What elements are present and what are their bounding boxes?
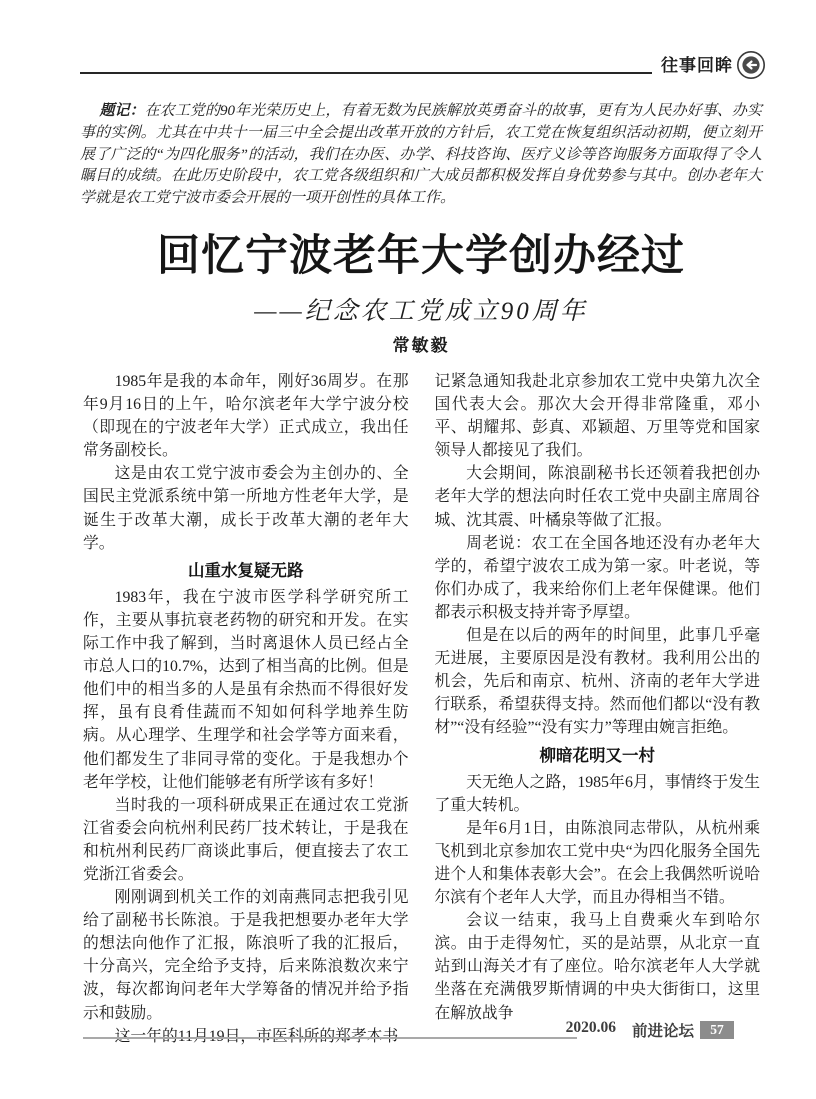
paragraph-continuation: 记紧急通知我赴北京参加农工党中央第九次全国代表大会。那次大会开得非常隆重，邓小平、胡耀邦、彭真、邓颖超、万里等党和国家领导人都接见了我们。 (434, 373, 760, 460)
left-column (83, 370, 409, 1022)
paragraph: 但是在以后的两年的时间里，此事几乎毫无进展，主要原因是没有教材。我利用公出的机会，先后和南京、杭州、济南的老年大学进行联系，希望获得支持。然而他们都以“没有教材”“没有经验”“没有实力”等理由婉言拒绝。 (434, 627, 760, 737)
paragraph: 当时我的一项科研成果正在通过农工党浙江省委会向杭州利民药厂技术转让，于是我在和杭州利民药厂商谈此事后，便直接去了农工党浙江省委会。 (83, 796, 409, 883)
back-arrow-circle-icon (736, 50, 766, 80)
article-subtitle: ——纪念农工党成立90周年 (254, 298, 588, 325)
article-title: 回忆宁波老年大学创办经过 (157, 232, 685, 280)
journal-name: 前进论坛 (631, 1023, 694, 1040)
article-author: 常敏毅 (392, 336, 450, 355)
page-number-badge: 57 (700, 1021, 734, 1039)
preface-label: 题记： (99, 103, 145, 119)
right-column (434, 370, 761, 1022)
paragraph: 是年6月1日，由陈浪同志带队，从杭州乘飞机到北京参加农工党中央“为四化服务全国先进个人和集体表彰大会”。在会上我偶然听说哈尔滨有个老年人大学，而且办得相当不错。 (434, 819, 760, 907)
footer-meta (565, 1019, 694, 1041)
paragraph: 大会期间，陈浪副秘书长还领着我把创办老年大学的想法向时任农工党中央副主席周谷城、沈其震、叶橘泉等做了汇报。 (434, 465, 760, 529)
preface-text: 在农工党的90年光荣历史上，有着无数为民族解放英勇奋斗的故事，更有为人民办好事、办实事的实例。尤其在中共十一届三中全会提出改革开放的方针后，农工党在恢复组织活动初期，便立刻开展了广泛的“为四化服务”的活动，我们在办医、办学、科技咨询、医疗义诊等咨询服务方面取得了令人瞩目的成绩。在此历史阶段中，农工党各级组织和广大成员都积极发挥自身优势参与其中。创办老年大学就是农工党宁波市委会开展的一项开创性的具体工作。 (80, 103, 762, 207)
footer-rule (83, 1037, 577, 1039)
paragraph: 周老说：农工在全国各地还没有办老年大学的，希望宁波农工成为第一家。叶老说，等你们办成了，我来给你们上老年保健课。他们都表示积极支持并寄予厚望。 (434, 534, 760, 621)
section-heading: 山重水复疑无路 (188, 560, 304, 580)
paragraph: 会议一结束，我马上自费乘火车到哈尔滨。由于走得匆忙，买的是站票，从北京一直站到山海关才有了座位。哈尔滨老年人大学就坐落在充满俄罗斯情调的中央大街街口，这里在解放战争 (434, 912, 760, 1022)
section-label: 往事回眸 (661, 56, 733, 75)
paragraph: 这是由农工党宁波市委会为主创办的、全国民主党派系统中第一所地方性老年大学，是诞生于改革大潮，成长于改革大潮的老年大学。 (83, 465, 409, 552)
paragraph: 1983年，我在宁波市医学科学研究所工作，主要从事抗衰老药物的研究和开发。在实际工作中我了解到，当时离退休人员已经占全市总人口的10.7%，达到了相当高的比例。但是他们中的相当多的人是虽有余热而不得很好发挥，虽有良肴佳蔬而不知如何科学地养生防病。从心理学、生理学和社会学等方面来看，他们都发生了非同寻常的变化。于是我想办个老年学校，让他们能够老有所学该有多好！ (83, 588, 409, 791)
paragraph: 1985年是我的本命年，刚好36周岁。在那年9月16日的上午，哈尔滨老年大学宁波分校（即现在的宁波老年大学）正式成立，我出任常务副校长。 (83, 373, 409, 460)
paragraph: 刚刚调到机关工作的刘南燕同志把我引见给了副秘书长陈浪。于是我把想要办老年大学的想法向他作了汇报，陈浪听了我的汇报后，十分高兴，完全给予支持，后来陈浪数次来宁波，每次都询问老年大学筹备的情况并给予指示和鼓励。 (83, 889, 409, 1022)
header-rule (80, 72, 652, 74)
section-heading: 柳暗花明又一村 (539, 745, 655, 765)
article-body (83, 370, 760, 1022)
preface-paragraph (80, 101, 762, 210)
issue-date: 2020.06 (565, 1019, 616, 1036)
paragraph: 天无绝人之路，1985年6月，事情终于发生了重大转机。 (434, 773, 760, 814)
